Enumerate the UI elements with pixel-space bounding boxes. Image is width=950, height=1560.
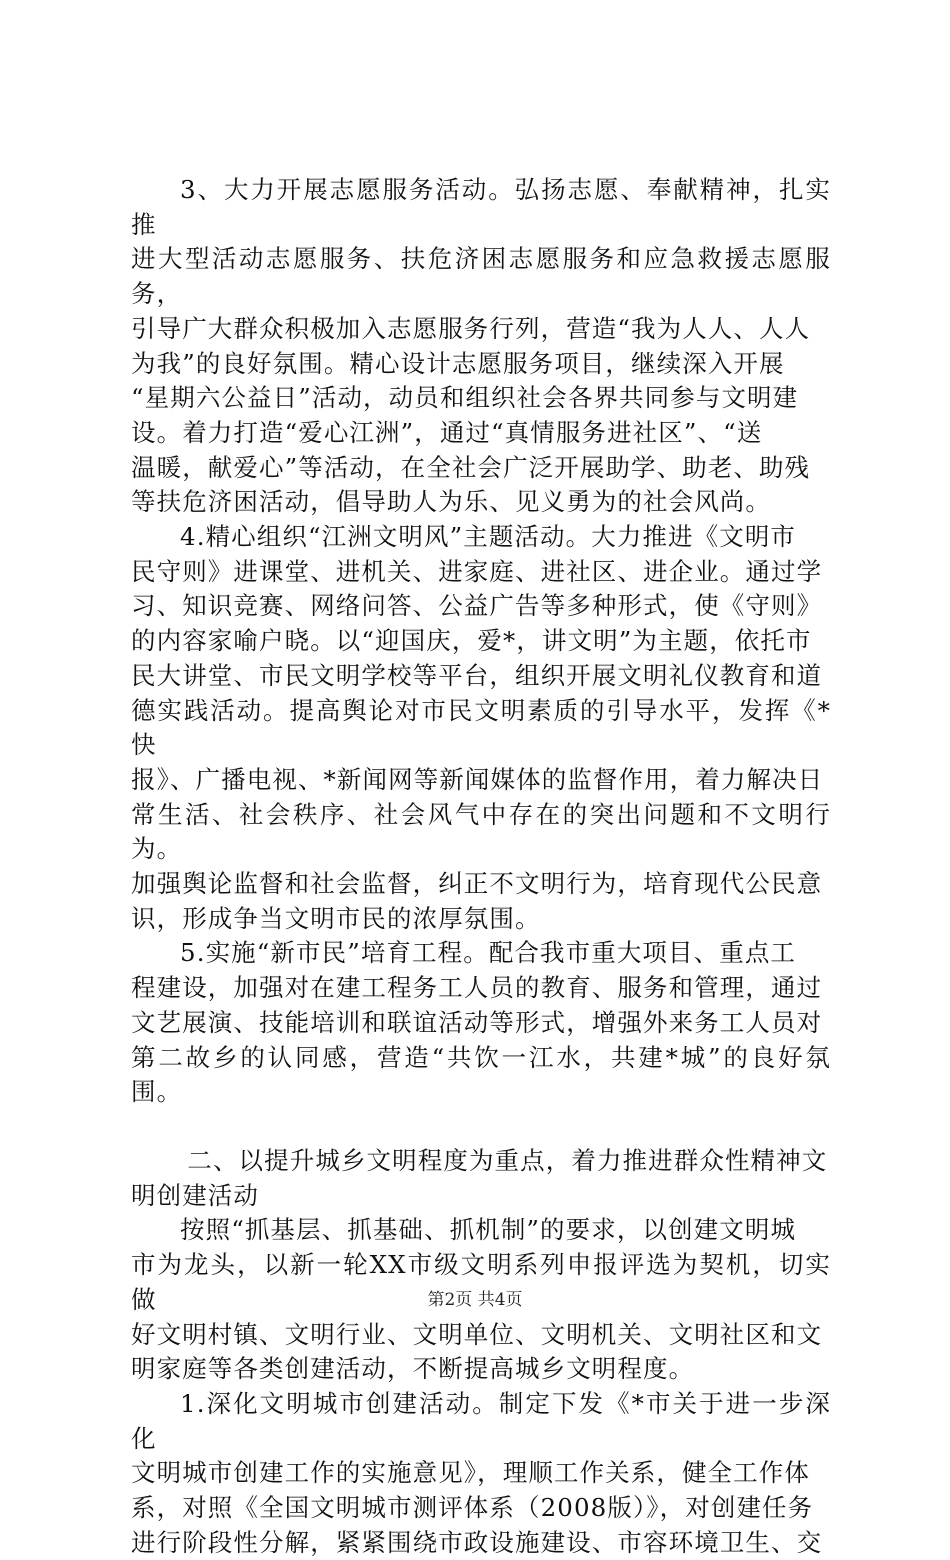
text-line: 报》、广播电视、*新闻网等新闻媒体的监督作用，着力解决日: [131, 764, 824, 794]
page-footer: 第2页 共4页: [427, 1290, 523, 1310]
text-line: 等扶危济困活动，倡导助人为乐、见义勇为的社会风尚。: [131, 487, 771, 517]
text-line: 3、大力开展志愿服务活动。弘扬志愿、奉献精神，扎实推: [131, 175, 831, 239]
paragraph: [131, 173, 831, 520]
text-line: 1.深化文明城市创建活动。制定下发《*市关于进一步深化: [131, 1388, 831, 1453]
text-line: 的内容家喻户晓。以“迎国庆，爱*，讲文明”为主题，依托市: [131, 626, 812, 656]
text-line: 5.实施“新市民”培育工程。配合我市重大项目、重点工: [180, 938, 797, 968]
text-line: 明家庭等各类创建活动，不断提高城乡文明程度。: [131, 1354, 695, 1384]
text-line: 加强舆论监督和社会监督，纠正不文明行为，培育现代公民意: [131, 869, 823, 899]
text-line: 4.精心组织“江洲文明风”主题活动。大力推进《文明市: [180, 522, 797, 552]
text-line: 好文明村镇、文明行业、文明单位、文明机关、文明社区和文: [131, 1319, 823, 1349]
document-body: [131, 173, 831, 1560]
text-line: 文艺展演、技能培训和联谊活动等形式，增强外来务工人员对: [131, 1007, 823, 1037]
text-line: 文明城市创建工作的实施意见》，理顺工作关系，健全工作体: [131, 1458, 810, 1488]
text-line: 第二故乡的认同感，营造“共饮一江水，共建*城”的良好氛围。: [131, 1042, 831, 1107]
text-line: “星期六公益日”活动，动员和组织社会各界共同参与文明建: [131, 383, 799, 413]
text-line: 市为龙头，以新一轮XX市级文明系列申报评选为契机，切实做: [131, 1250, 831, 1314]
paragraph: [131, 1387, 831, 1560]
text-line: 温暖，献爱心”等活动，在全社会广泛开展助学、助老、助残: [131, 452, 811, 482]
paragraph: [131, 520, 831, 936]
text-line: 习、知识竞赛、网络问答、公益广告等多种形式，使《守则》: [131, 591, 823, 621]
text-line: 进大型活动志愿服务、扶危济困志愿服务和应急救援志愿服务，: [131, 244, 831, 309]
text-line: 民大讲堂、市民文明学校等平台，组织开展文明礼仪教育和道: [131, 660, 823, 690]
text-line: 德实践活动。提高舆论对市民文明素质的引导水平，发挥《*快: [131, 695, 831, 760]
text-line: 按照“抓基层、抓基础、抓机制”的要求，以创建文明城: [180, 1215, 797, 1245]
text-line: 常生活、社会秩序、社会风气中存在的突出问题和不文明行为。: [131, 799, 831, 864]
text-line: 进行阶段性分解，紧紧围绕市政设施建设、市容环境卫生、交: [131, 1527, 823, 1557]
text-line: 二、以提升城乡文明程度为重点，着力推进群众性精神文: [187, 1145, 828, 1175]
text-line: 引导广大群众积极加入志愿服务行列，营造“我为人人、人人: [131, 313, 811, 343]
text-line: 程建设，加强对在建工程务工人员的教育、服务和管理，通过: [131, 973, 823, 1003]
text-line: 民守则》进课堂、进机关、进家庭、进社区、进企业。通过学: [131, 556, 823, 586]
text-line: 设。着力打造“爱心江洲”，通过“真情服务进社区”、“送: [131, 417, 763, 447]
paragraph: [131, 936, 831, 1110]
section-heading: [131, 1144, 831, 1213]
text-line: 为我”的良好氛围。精心设计志愿服务项目，继续深入开展: [131, 348, 785, 378]
text-line: 系，对照《全国文明城市测评体系（2008版）》，对创建任务: [131, 1493, 814, 1523]
text-line: 明创建活动: [131, 1180, 259, 1210]
text-line: 识，形成争当文明市民的浓厚氛围。: [131, 903, 541, 933]
